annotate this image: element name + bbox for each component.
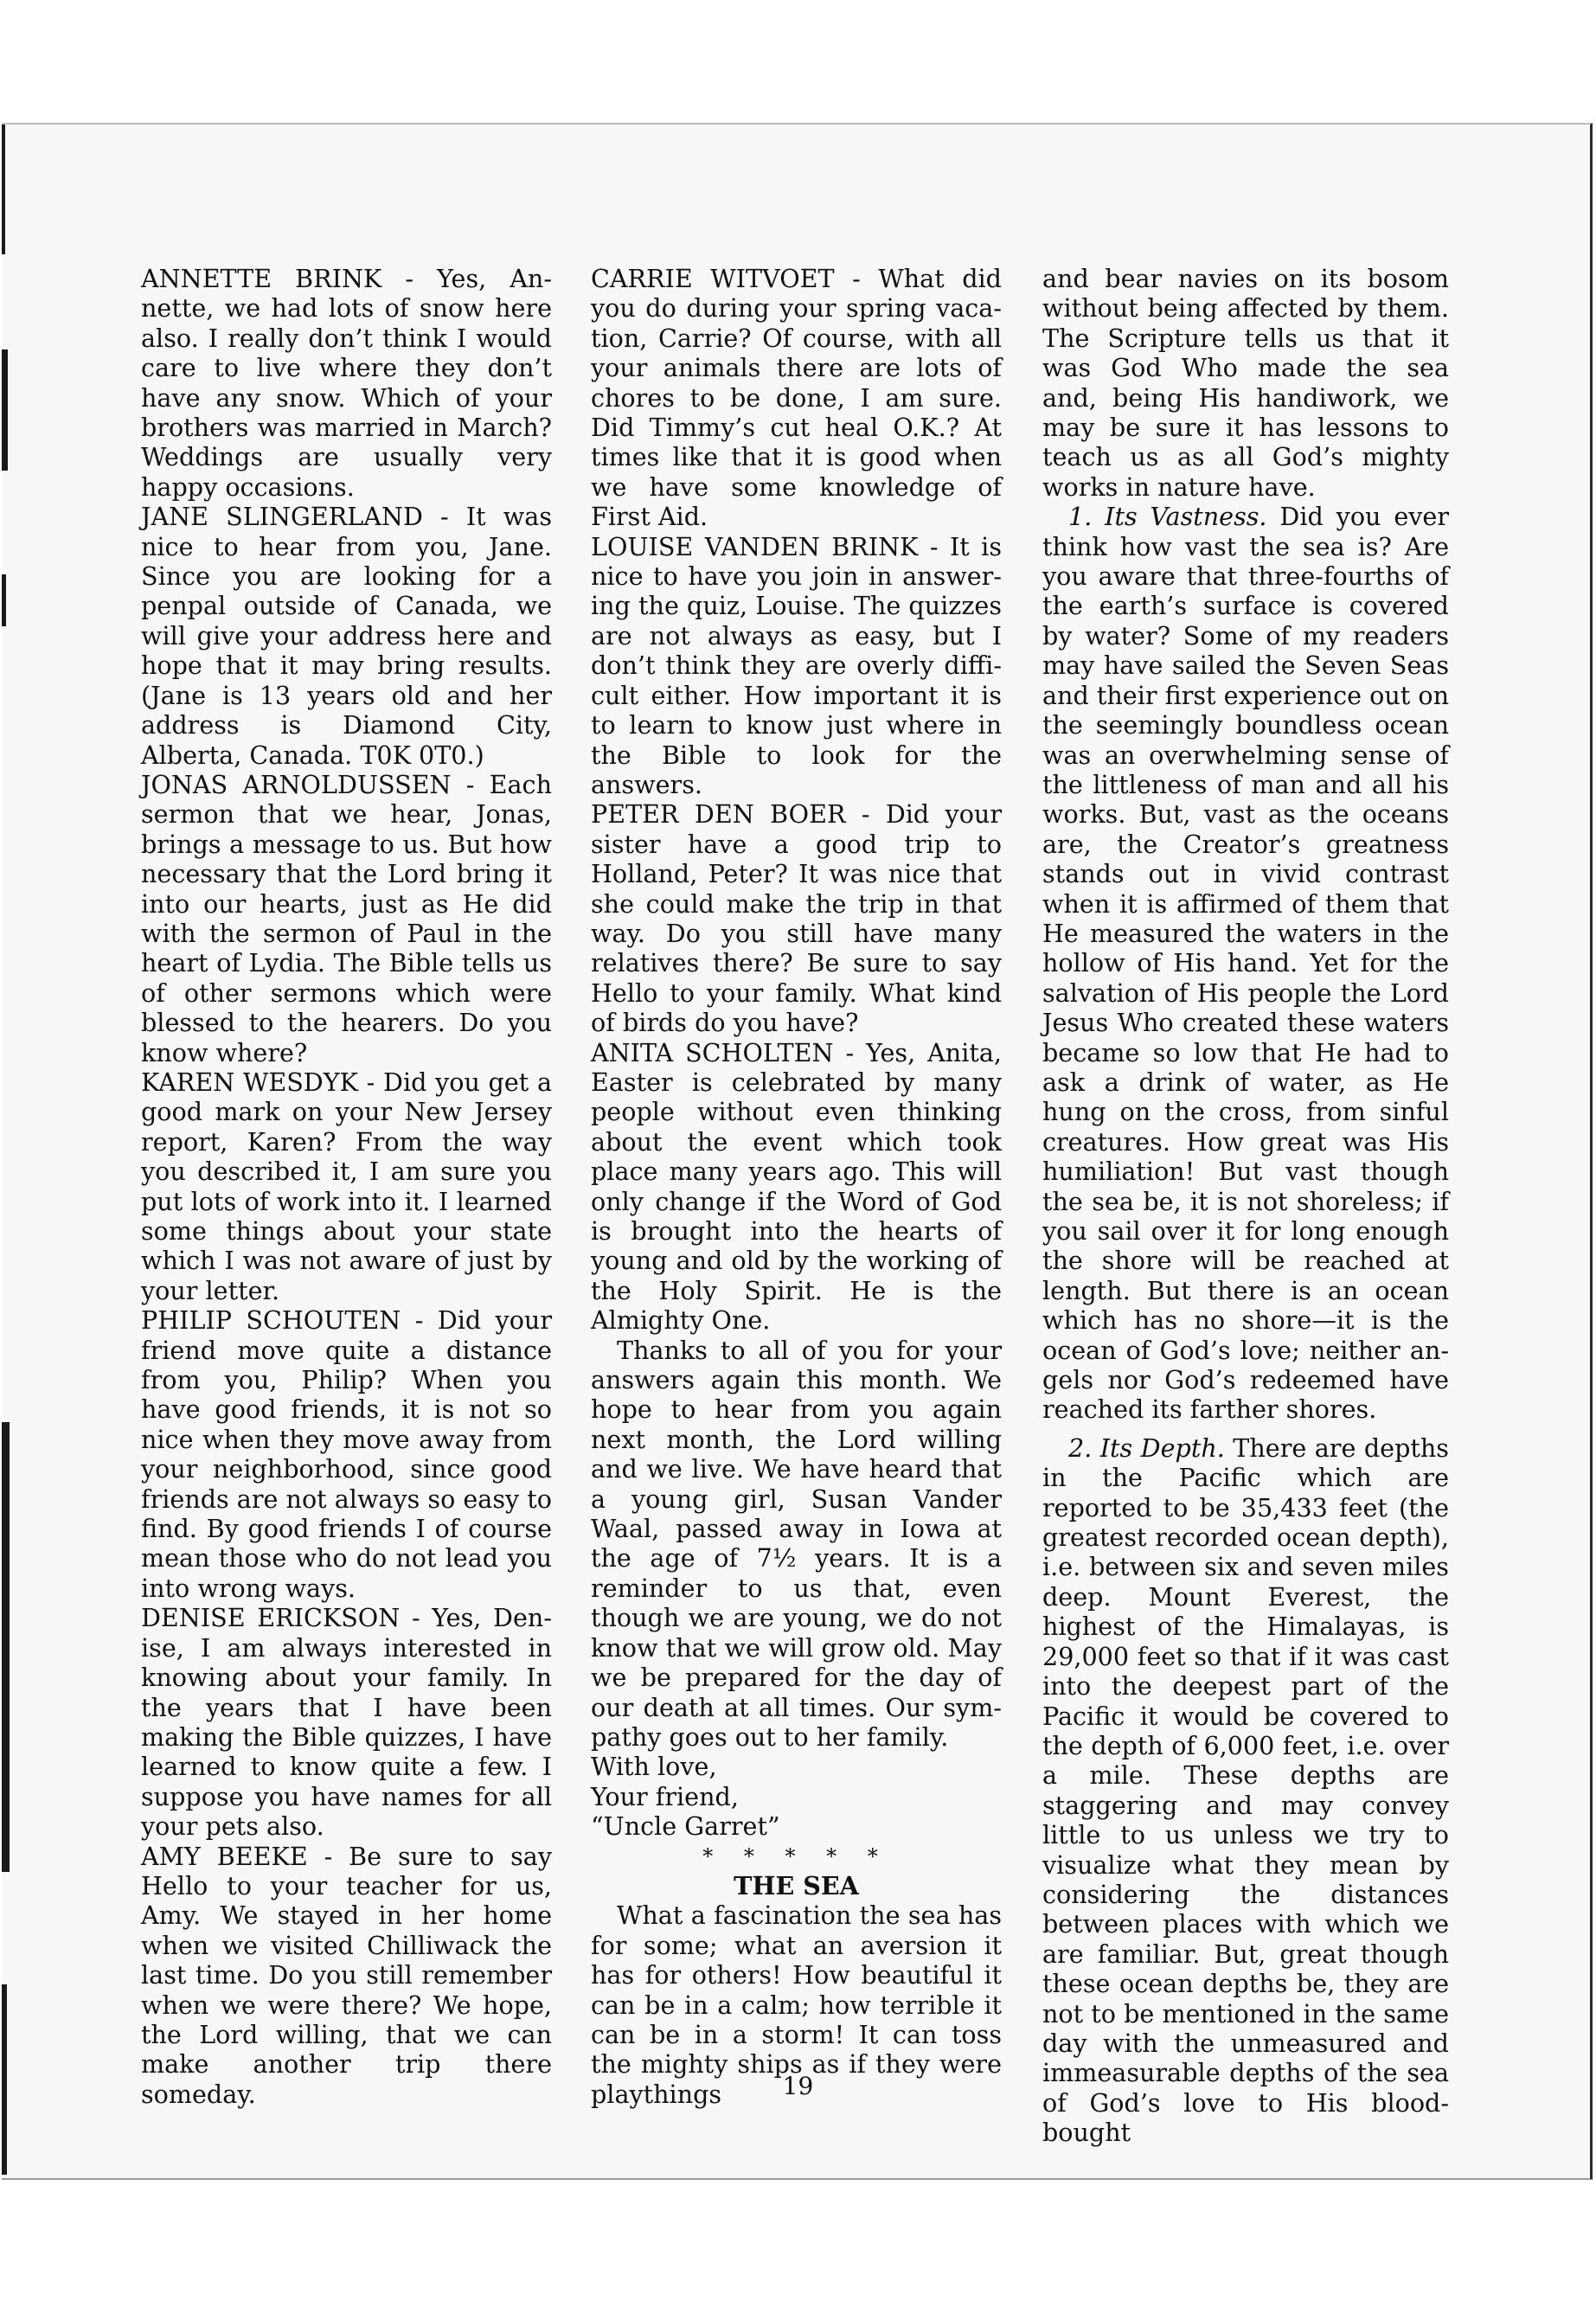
letter-reply: PETER DEN BOER - Did your sister have a good trip to Holland, Peter? It was nice that she could make the trip in that way. Do you still have many relatives there? Be sure to say Hello to your family. What kind of birds do you have? <box>591 799 1002 1038</box>
scan-edge-shadow <box>2 125 5 254</box>
signature-line: With love, <box>591 1752 717 1782</box>
page-number: 19 <box>782 2072 814 2100</box>
letter-reply: KAREN WESDYK - Did you get a good mark on your New Jersey report, Karen? From the way you described it, I am sure you put lots of work into it. I learned some things about your state which I was not aware of just by your letter. <box>141 1067 552 1305</box>
column-2 <box>591 264 1002 2109</box>
section-label: 1. Its Vastness. <box>1068 502 1267 532</box>
section-label: 2. Its Depth. <box>1068 1433 1225 1463</box>
letter-reply: DENISE ERICKSON - Yes, Denise, I am always interested in knowing about your family. In the years that I have been making the Bible quizzes, I have learned to know quite a few. I suppose you have names for all your pets also. <box>141 1603 552 1842</box>
article-section-vastness <box>1042 502 1449 1425</box>
article-section-depth <box>1042 1433 1449 2148</box>
closing-paragraph: Thanks to all of you for your answers again this month. We hope to hear from you again next month, the Lord willing and we live. We have heard that a young girl, Susan Vander Waal, passed away in Iowa at the age of 7½ years. It is a reminder to us that, even though we are young, we do not know that we will grow old. May we be prepared for the day of our death at all times. Our sympathy goes out to her family. <box>591 1335 1002 1752</box>
signature-line: Your friend, <box>591 1781 739 1811</box>
signature-line: “Uncle Garret” <box>591 1811 780 1842</box>
section-divider: * * * * * <box>702 1843 890 1868</box>
article-paragraph: What a fascination the sea has for some; what an aversion it has for others! How beautiful it can be in a calm; how terrible it can be in a storm! It can toss the mighty ships as if they were playthings <box>591 1900 1002 2109</box>
column-1 <box>141 264 552 2109</box>
scan-edge-shadow <box>2 1422 10 1872</box>
article-heading: THE SEA <box>734 1870 859 1900</box>
article-paragraph: and bear navies on its bosom without being affected by them. The Scripture tells us that it was God Who made the sea and, being His handiwork, we may be sure it has lessons to teach us as all God’s mighty works in nature have. <box>1042 264 1449 502</box>
scan-edge-shadow <box>2 574 6 626</box>
letter-reply: ANITA SCHOLTEN - Yes, Anita, Easter is celebrated by many people without even thinking about the event which took place many years ago. This will only change if the Word of God is brought into the hearts of young and old by the working of the Holy Spirit. He is the Almighty One. <box>591 1037 1002 1336</box>
letter-reply: PHILIP SCHOUTEN - Did your friend move quite a distance from you, Philip? When you have good friends, it is not so nice when they move away from your neighborhood, since good friends are not always so easy to find. By good friends I of course mean those who do not lead you into wrong ways. <box>141 1305 552 1603</box>
section-text: There are depths in the Pacific which are reported to be 35,433 feet (the greatest recorded ocean depth), i.e. between six and seven miles deep. Mount Everest, the highest of the Himalayas, is 29,000 feet so that if it was cast into the deepest part of the Pacific it would be covered to the depth of 6,000 feet, i.e. over a mile. These depths are staggering and may convey little to us unless we try to visualize what they mean by considering the distances between places with which we are familiar. But, great though these ocean depths be, they are not to be mentioned in the same day with the unmeasured and immeasurable depths of the sea of God’s love to His blood-bought <box>1042 1433 1449 2148</box>
letter-reply: JANE SLINGERLAND - It was nice to hear from you, Jane. Since you are looking for a penpal outside of Canada, we will give your address here and hope that it may bring results. (Jane is 13 years old and her address is Diamond City, Alberta, Canada. T0K 0T0.) <box>141 502 552 770</box>
letter-reply: ANNETTE BRINK - Yes, Annette, we had lots of snow here also. I really don’t think I would care to live where they don’t have any snow. Which of your brothers was married in March? Weddings are usually very happy occasions. <box>141 264 552 502</box>
section-text: Did you ever think how vast the sea is? Are you aware that three-fourths of the earth’s surface is covered by water? Some of my readers may have sailed the Seven Seas and their first experience out on the seemingly boundless ocean was an overwhelming sense of the littleness of man and all his works. But, vast as the oceans are, the Creator’s greatness stands out in vivid contrast when it is affirmed of them that He measured the waters in the hollow of His hand. Yet for the salvation of His people the Lord Jesus Who created these waters became so low that He had to ask a drink of water, as He hung on the cross, from sinful creatures. How great was His humiliation! But vast though the sea be, it is not shoreless; if you sail over it for long enough the shore will be reached at length. But there is an ocean which has no shore—it is the ocean of God’s love; neither angels nor God’s redeemed have reached its farther shores. <box>1042 502 1449 1425</box>
letter-reply: JONAS ARNOLDUSSEN - Each sermon that we hear, Jonas, brings a message to us. But how necessary that the Lord bring it into our hearts, just as He did with the sermon of Paul in the heart of Lydia. The Bible tells us of other sermons which were blessed to the hearers. Do you know where? <box>141 769 552 1067</box>
scan-edge-shadow <box>2 349 8 471</box>
letter-reply: CARRIE WITVOET - What did you do during your spring vacation, Carrie? Of course, with all your animals there are lots of chores to be done, I am sure. Did Timmy’s cut heal O.K.? At times like that it is good when we have some knowledge of First Aid. <box>591 264 1002 532</box>
letter-reply: LOUISE VANDEN BRINK - It is nice to have you join in answering the quiz, Louise. The quizzes are not always as easy, but I don’t think they are overly difficult either. How important it is to learn to know just where in the Bible to look for the answers. <box>591 531 1002 799</box>
letter-reply: AMY BEEKE - Be sure to say Hello to your teacher for us, Amy. We stayed in her home when we visited Chilliwack the last time. Do you still remember when we were there? We hope, the Lord willing, that we can make another trip there someday. <box>141 1841 552 2109</box>
column-3 <box>1042 264 1449 2148</box>
